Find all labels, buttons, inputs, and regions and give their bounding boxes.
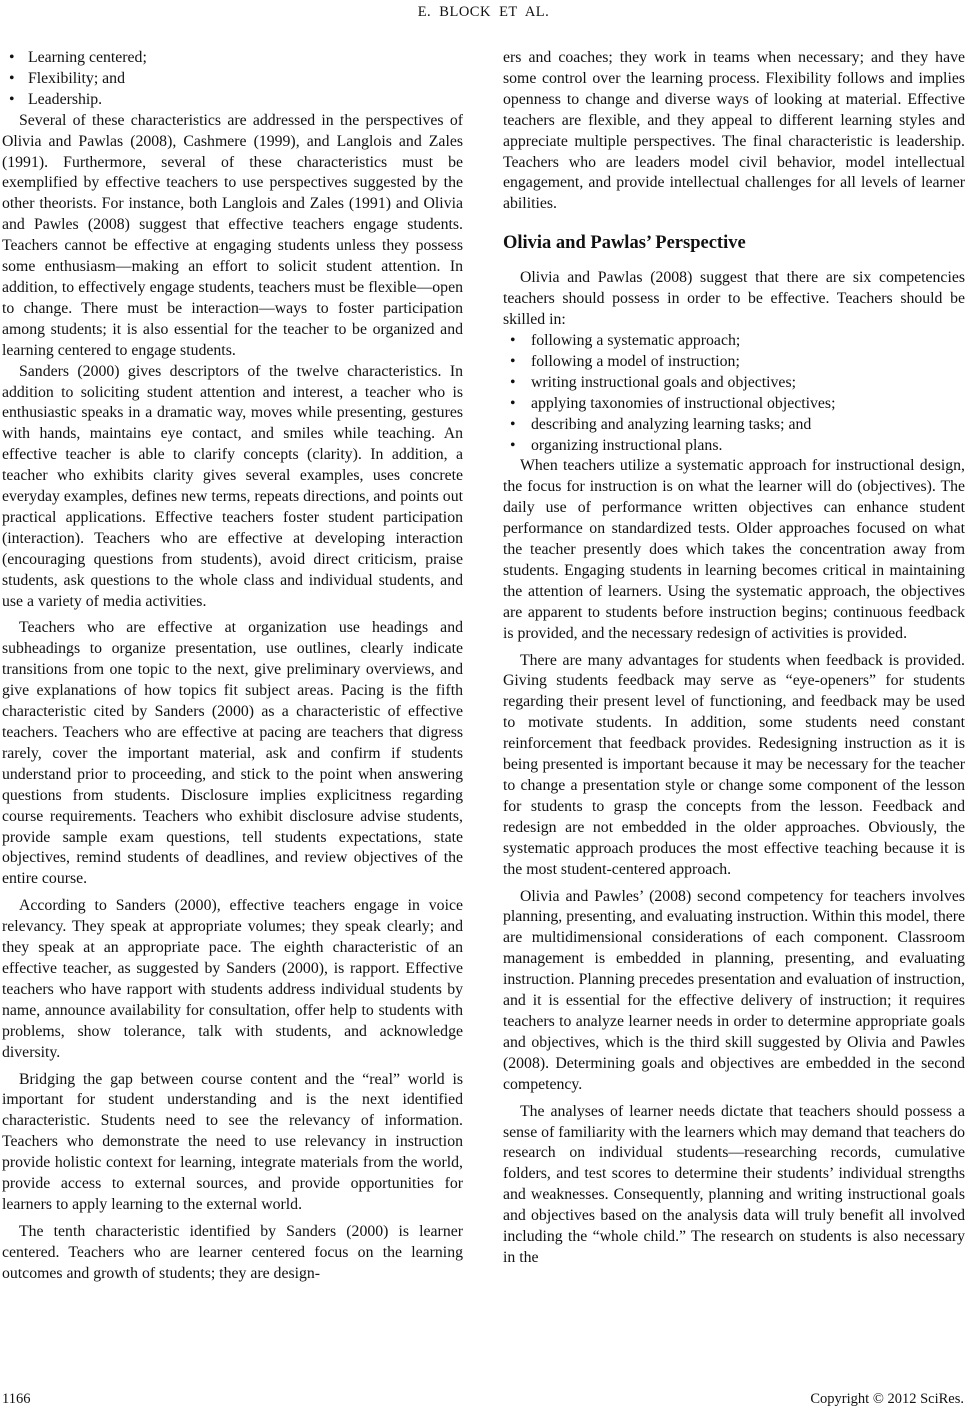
left-column	[2, 48, 463, 1285]
right-column	[503, 48, 965, 1269]
paragraph: Teachers who are effective at organization use headings and subheadings to organize presentation, use outlines, clearly indicate transitions from one topic to the next, give preliminary overviews, and give explanations of how topics fit subject areas. Pacing is the fifth characteristic cited by Sanders (2000) as a characteristic of effective teachers. Teachers who are effective at pacing are teachers that digress rarely, cover the important material, ask and confirm if students understand prior to proceeding, and stick to the point when answering questions from students. Disclosure implies explicitness regarding course requirements. Teachers who exhibit disclosure advise students, provide sample exam questions, tell students expectations, state objectives, remind students of deadlines, and review objectives of the entire course.	[2, 619, 463, 888]
paragraph: Sanders (2000) gives descriptors of the twelve characteristics. In addition to soliciting student attention and interest, a teacher who is enthusiastic speaks in a dramatic way, moves while presenting, gestures with hands, maintains eye contact, and smiles while teaching. An effective teacher is able to clarify concepts (clarity). In addition, a teacher who exhibits clarity gives several examples, uses concrete everyday examples, defines new terms, repeats directions, and points out practical applications. Effective teachers foster student participation (interaction). Teachers who are effective at developing interaction (encouraging questions from students), avoid direct criticism, praise students, ask questions to the whole class and individual students, and use a variety of media activities.	[2, 362, 463, 610]
paragraph: Olivia and Pawlas (2008) suggest that there are six competencies teachers should possess in order to be effective. Teachers should be skilled in:	[503, 269, 965, 329]
list-item: • Leadership.	[2, 90, 463, 111]
competency-list	[503, 331, 965, 456]
running-head: E. BLOCK ET AL.	[417, 4, 550, 20]
list-item: • writing instructional goals and objectives;	[503, 373, 965, 394]
page-number: 1166	[2, 1391, 31, 1407]
list-item: • applying taxonomies of instructional objectives;	[503, 394, 965, 415]
paragraph: Olivia and Pawles’ (2008) second competency for teachers involves planning, presenting, and evaluating instruction. Within this model, there are multidimensional considerations of each component. Classroom management is embedded in planning, presenting, and evaluating instruction. Planning precedes presentation and evaluation of instruction, and it is essential for the effective delivery of instruction; it requires teachers to analyze learner needs in order to determine appropriate goals and objectives, which is the third skill suggested by Olivia and Pawles (2008). Determining goals and objectives are embedded in the second competency.	[503, 887, 965, 1093]
paragraph: There are many advantages for students when feedback is provided. Giving students feedback may serve as “eye-openers” for students regarding their present level of functioning, and feedback may be used to motivate students. In addition, some students need constant reinforcement that feedback provides. Redesigning instruction as it is being presented is important because it may be necessary for the teacher to change a presentation style or change some component of the lesson for students to grasp the concepts from the lesson. Feedback and redesign are not embedded in the older approaches. Obviously, the systematic approach produces the most effective teaching because it is the most student-centered approach.	[503, 651, 965, 878]
list-item: • following a systematic approach;	[503, 331, 965, 352]
list-item: • following a model of instruction;	[503, 352, 965, 373]
list-item: • Flexibility; and	[2, 69, 463, 90]
list-item: • Learning centered;	[2, 48, 463, 69]
paragraph: According to Sanders (2000), effective teachers engage in voice relevancy. They speak at appropriate volumes; they speak clearly; and they speak at an appropriate pace. The eighth characteristic of an effective teacher, as suggested by Sanders (2000), is rapport. Effective teachers who have rapport with students address individual students by name, announce availability for consultation, offer help to students with problems, show tolerance, talk with students, and acknowledge diversity.	[2, 897, 463, 1061]
list-item: • organizing instructional plans.	[503, 436, 965, 457]
paragraph: When teachers utilize a systematic approach for instructional design, the focus for instruction is on what the learner will do (objectives). The daily use of performance written objectives can enhance student performance on standardized tests. Older approaches focused on what the teacher presently does which takes the concentration away from students. Engaging students in learning becomes critical in maintaining the attention of learners. Using the systematic approach, the objectives are apparent to students before instruction begins; continuous feedback is provided, and the necessary redesign of activities is provided.	[503, 457, 965, 642]
section-heading: Olivia and Pawlas’ Perspective	[503, 233, 746, 254]
paragraph: Bridging the gap between course content and the “real” world is important for student understanding and is the next identified characteristic. Students need to see the relevancy of information. Teachers who demonstrate the need to use relevancy in instruction provide holistic context for learning, integrate materials from the world, provide access to external sources, and provide opportunities for learners to apply learning to the external world.	[2, 1070, 463, 1213]
list-item: • describing and analyzing learning tasks; and	[503, 415, 965, 436]
characteristics-list	[2, 48, 463, 111]
copyright-notice: Copyright © 2012 SciRes.	[810, 1391, 964, 1407]
paragraph: The tenth characteristic identified by Sanders (2000) is learner centered. Teachers who are learner centered focus on the learning outcomes and growth of students; they are design-	[2, 1222, 463, 1282]
paragraph: The analyses of learner needs dictate that teachers should possess a sense of familiarity with the learners which may demand that teachers do research on individual students—researching records, cumulative folders, and test scores to determine their students’ individual strengths and weaknesses. Consequently, planning and writing instructional goals and objectives based on the analysis data will truly benefit all involved including the “whole child.” The research on students is also necessary in the	[503, 1102, 965, 1266]
paragraph: ers and coaches; they work in teams when necessary; and they have some control over the learning process. Flexibility follows and implies openness to change and diverse ways of looking at material. Effective teachers are flexible, and they appeal to different learning styles and appreciate multiple perspectives. The final characteristic is leadership. Teachers who are leaders model civil behavior, model intellectual engagement, and provide intellectual challenges for all levels of learner abilities.	[503, 49, 965, 213]
paragraph: Several of these characteristics are addressed in the perspectives of Olivia and Pawlas (2008), Cashmere (1999), and Langlois and Zales (1991). Furthermore, several of these characteristics must be exemplified by effective teachers to use perspectives suggested by the other theorists. For instance, both Langlois and Zales (1991) and Olivia and Pawles (2008) suggest that effective teachers engage students. Teachers cannot be effective at engaging students unless they possess some enthusiasm—making an effort to solicit student attention. In addition, to effectively engage students, teachers must be flexible—open to change. There must be interaction—ways to foster participation among students; it is also essential for the teacher to be organized and learning centered to engage students.	[2, 111, 463, 359]
